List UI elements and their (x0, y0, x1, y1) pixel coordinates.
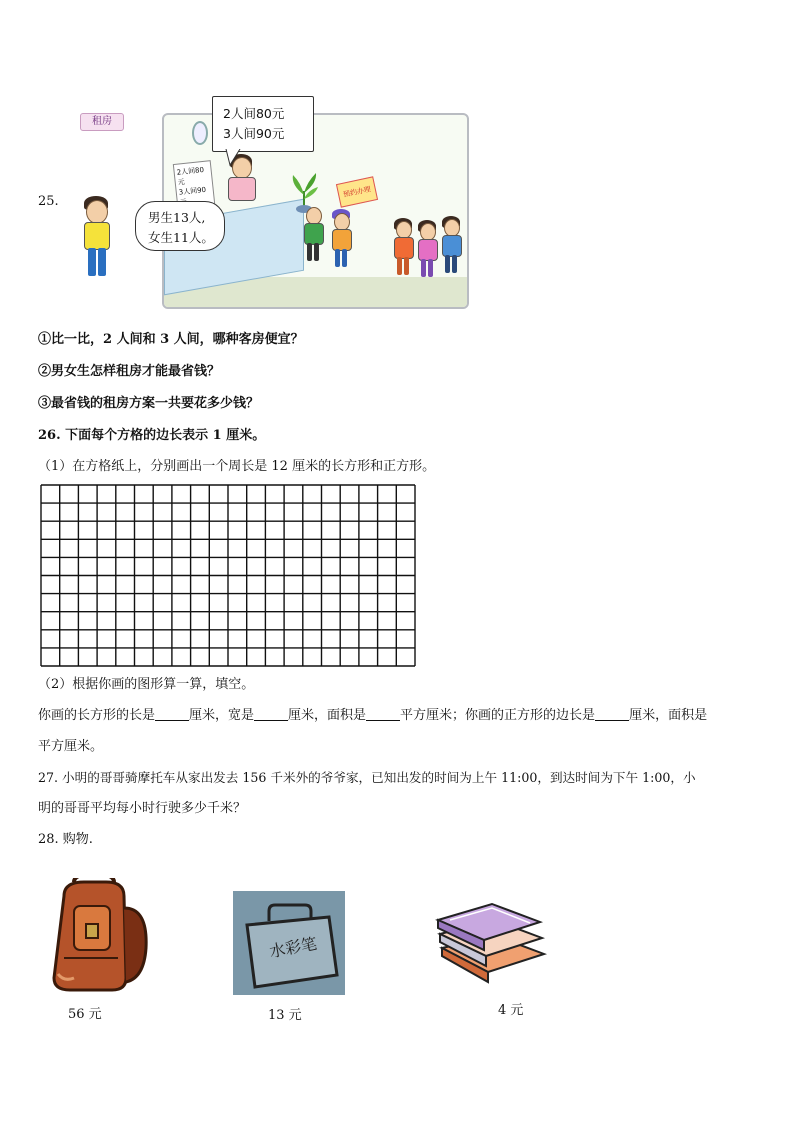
q25-sub-question-2: ②男女生怎样租房才能最省钱？ (38, 364, 221, 379)
question-27-line-1: 27. 小明的哥哥骑摩托车从家出发去 156 千米外的爷爷家，已知出发的时间为上午 11:00，到达时间为下午 1:00，小 (38, 770, 696, 785)
sign-line-1: 2人间80元 (176, 165, 205, 187)
q26-part-2: （2）根据你画的图形算一算，填空。 (38, 677, 255, 692)
boy-line-2: 女生11人。 (148, 230, 214, 245)
red-notice-sign: 预约办理 (336, 176, 378, 207)
boy-speech-bubble (135, 201, 225, 251)
blank-rect-width[interactable] (254, 708, 288, 721)
question-27-line-2: 明的哥哥平均每小时行驶多少千米？ (38, 801, 247, 816)
fill-text-square-area: 厘米，面积是 (629, 708, 708, 723)
sign-line-2: 3人间90元 (178, 185, 207, 197)
q25-sub-question-1: ①比一比，2 人间和 3 人间，哪种客房便宜？ (38, 332, 304, 347)
question-25-number: 25. (38, 194, 59, 209)
fill-text-width: 厘米，宽是 (189, 708, 255, 723)
price-backpack: 56 元 (68, 1007, 102, 1022)
blank-square-side[interactable] (595, 708, 629, 721)
price-line-2-person: 2人间80元 (223, 106, 285, 121)
square-grid-paper[interactable] (40, 484, 417, 667)
question-26-title: 26. 下面每个方格的边长表示 1 厘米。 (38, 428, 266, 443)
bubble-tail-icon (224, 149, 244, 167)
notebooks-icon (434, 896, 548, 988)
q26-fill-end: 平方厘米。 (38, 739, 104, 754)
window-icon (192, 121, 208, 145)
question-28-title: 28. 购物. (38, 832, 93, 847)
fill-text-area: 厘米，面积是 (288, 708, 367, 723)
q26-fill-sentence (38, 708, 707, 724)
q25-sub-question-3: ③最省钱的租房方案一共要花多少钱？ (38, 396, 260, 411)
price-speech-bubble (212, 96, 314, 152)
watercolor-pen-box-image (233, 891, 345, 995)
price-notebook: 4 元 (498, 1003, 524, 1018)
blank-rect-length[interactable] (155, 708, 189, 721)
boy-line-1: 男生13人, (148, 210, 206, 225)
fill-text-length: 你画的长方形的长是 (38, 708, 156, 723)
price-line-3-person: 3人间90元 (223, 126, 285, 141)
rent-tag: 租房 (80, 113, 124, 131)
backpack-icon (44, 878, 154, 996)
price-watercolor-pen: 13 元 (268, 1008, 302, 1023)
blank-rect-area[interactable] (366, 708, 400, 721)
q26-part-1: （1）在方格纸上，分别画出一个周长是 12 厘米的长方形和正方形。 (38, 459, 436, 474)
fill-text-square-side: 平方厘米；你画的正方形的边长是 (400, 708, 596, 723)
pen-box-label: 水彩笔 (267, 933, 319, 962)
